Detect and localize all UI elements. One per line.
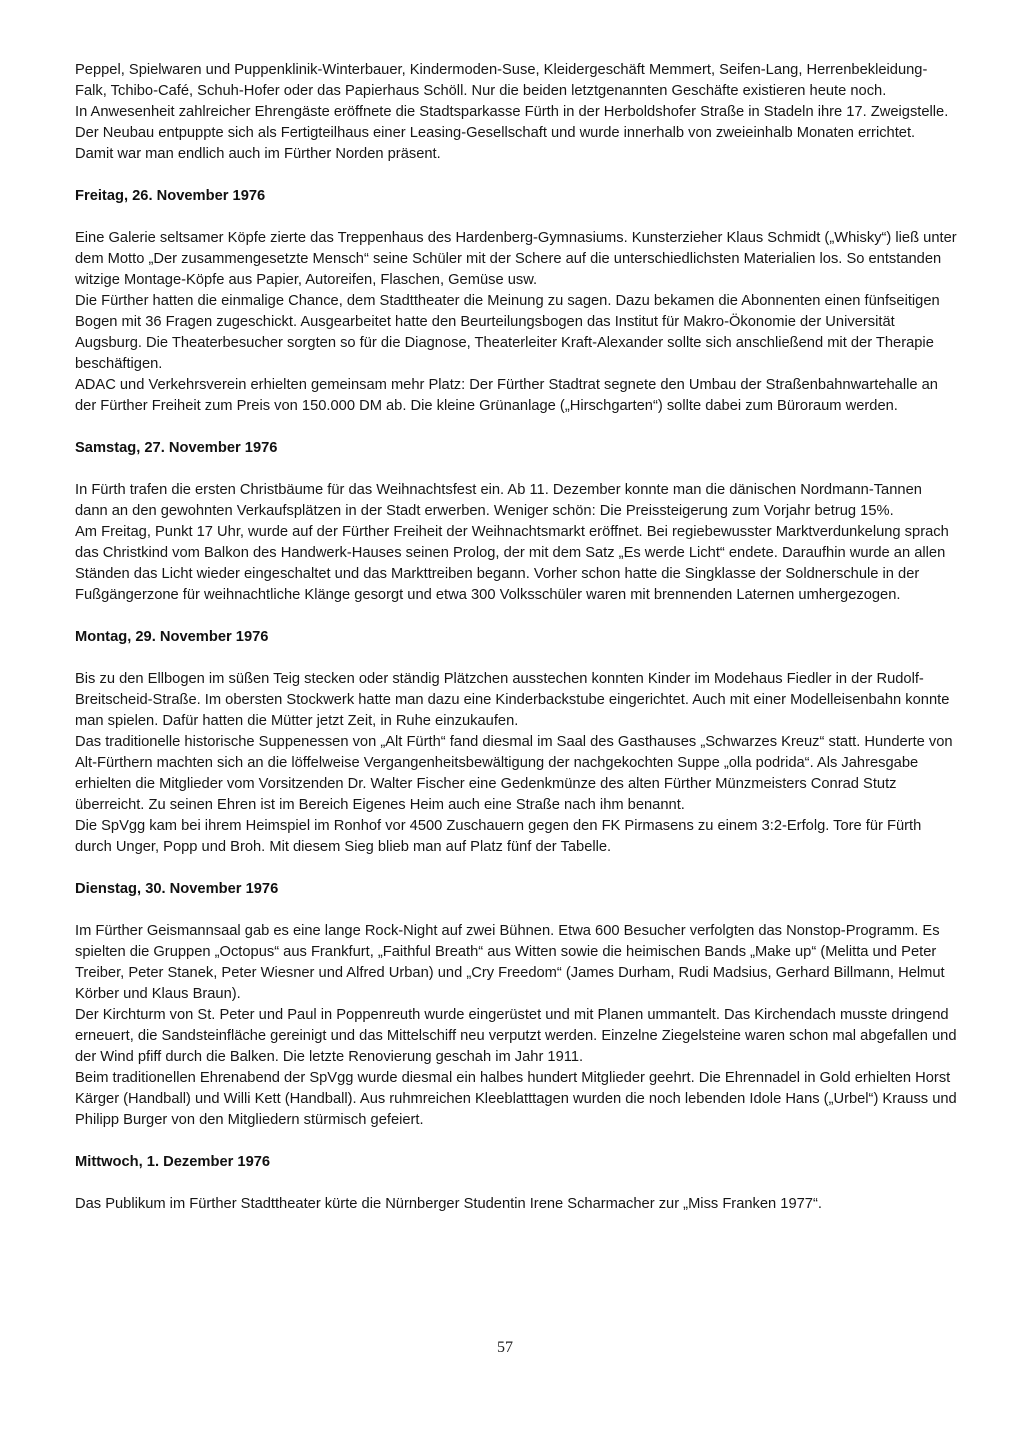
paragraph: Der Kirchturm von St. Peter und Paul in Poppenreuth wurde eingerüstet und mit Planen ummantelt. Das Kirchendach musste dringend erneuert, die Sandsteinfläche gereinigt und das Mittelschiff neu verputzt werden. Einzelne Ziegelsteine waren schon mal abgefallen und der Wind pfiff durch die Balken. Die letzte Renovierung geschah im Jahr 1911.: [75, 1007, 957, 1065]
paragraph: Das Publikum im Fürther Stadttheater kürte die Nürnberger Studentin Irene Scharmacher zur „Miss Franken 1977“.: [75, 1196, 822, 1212]
section-intro: [75, 60, 957, 165]
section-samstag-27-november-1976: [75, 438, 957, 606]
paragraph: In Fürth trafen die ersten Christbäume für das Weihnachtsfest ein. Ab 11. Dezember konnte man die dänischen Nordmann-Tannen dann an den gewohnten Verkaufsplätzen in der Stadt erwerben. Weniger schön: Die Preissteigerung zum Vorjahr betrug 15%.: [75, 482, 922, 519]
paragraph: Die SpVgg kam bei ihrem Heimspiel im Ronhof vor 4500 Zuschauern gegen den FK Pirmasens zu einem 3:2-Erfolg. Tore für Fürth durch Unger, Popp und Broh. Mit diesem Sieg blieb man auf Platz fünf der Tabelle.: [75, 818, 922, 855]
document-text: [75, 60, 957, 1215]
section-heading: Samstag, 27. November 1976: [75, 440, 278, 456]
section-heading: Mittwoch, 1. Dezember 1976: [75, 1154, 271, 1170]
paragraph: Am Freitag, Punkt 17 Uhr, wurde auf der Fürther Freiheit der Weihnachtsmarkt eröffnet. Bei regiebewusster Marktverdunkelung sprach das Christkind vom Balkon des Handwerk-Hauses seinen Prolog, der mit dem Satz „Es werde Licht“ endete. Daraufhin wurde an allen Ständen das Licht wieder eingeschaltet und das Markttreiben begann. Vorher schon hatte die Singklasse der Soldnerschule in der Fußgängerzone für weihnachtliche Klänge gesorgt und etwa 300 Volksschüler waren mit brennenden Laternen umhergezogen.: [75, 524, 949, 603]
paragraph: In Anwesenheit zahlreicher Ehrengäste eröffnete die Stadtsparkasse Fürth in der Herboldshofer Straße in Stadeln ihre 17. Zweigstelle. Der Neubau entpuppte sich als Fertigteilhaus einer Leasing-Gesellschaft und wurde innerhalb von zweieinhalb Monaten errichtet. Damit war man endlich auch im Fürther Norden präsent.: [75, 104, 949, 162]
page-number: 57: [497, 1339, 513, 1356]
paragraph: Bis zu den Ellbogen im süßen Teig stecken oder ständig Plätzchen ausstechen konnten Kinder im Modehaus Fiedler in der Rudolf-Breitscheid-Straße. Im obersten Stockwerk hatte man dazu eine Kinderbackstube eingerichtet. Auch mit einer Modelleisenbahn konnte man spielen. Dafür hatten die Mütter jetzt Zeit, in Ruhe einzukaufen.: [75, 671, 950, 729]
section-freitag-26-november-1976: [75, 186, 957, 417]
paragraph: Beim traditionellen Ehrenabend der SpVgg wurde diesmal ein halbes hundert Mitglieder geehrt. Die Ehrennadel in Gold erhielten Horst Kärger (Handball) und Willi Kett (Handball). Aus ruhmreichen Kleeblatttagen wurden die noch lebenden Idole Hans („Urbel“) Krauss und Philipp Burger von den Mitgliedern stürmisch gefeiert.: [75, 1070, 957, 1128]
paragraph: ADAC und Verkehrsverein erhielten gemeinsam mehr Platz: Der Fürther Stadtrat segnete den Umbau der Straßenbahnwartehalle an der Fürther Freiheit zum Preis von 150.000 DM ab. Die kleine Grünanlage („Hirschgarten“) sollte dabei zum Büroraum werden.: [75, 377, 938, 414]
paragraph: Im Fürther Geismannsaal gab es eine lange Rock-Night auf zwei Bühnen. Etwa 600 Besucher verfolgten das Nonstop-Programm. Es spielten die Gruppen „Octopus“ aus Frankfurt, „Faithful Breath“ aus Witten sowie die heimischen Bands „Make up“ (Melitta und Peter Treiber, Peter Stanek, Peter Wiesner und Alfred Urban) und „Cry Freedom“ (James Durham, Rudi Madsius, Gerhard Billmann, Helmut Körber und Klaus Braun).: [75, 923, 945, 1002]
paragraph: Die Fürther hatten die einmalige Chance, dem Stadttheater die Meinung zu sagen. Dazu bekamen die Abonnenten einen fünfseitigen Bogen mit 36 Fragen zugeschickt. Ausgearbeitet hatte den Beurteilungsbogen das Institut für Makro-Ökonomie der Universität Augsburg. Die Theaterbesucher sorgten so für die Diagnose, Theaterleiter Kraft-Alexander sollte sich anschließend mit der Therapie beschäftigen.: [75, 293, 940, 372]
section-montag-29-november-1976: [75, 627, 957, 858]
paragraph: Peppel, Spielwaren und Puppenklinik-Winterbauer, Kindermoden-Suse, Kleidergeschäft Memmert, Seifen-Lang, Herrenbekleidung-Falk, Tchibo-Café, Schuh-Hofer oder das Papierhaus Schöll. Nur die beiden letztgenannten Geschäfte existieren heute noch.: [75, 62, 928, 99]
section-mittwoch-1-dezember-1976: [75, 1152, 957, 1215]
section-heading: Freitag, 26. November 1976: [75, 188, 266, 204]
section-heading: Montag, 29. November 1976: [75, 629, 269, 645]
section-dienstag-30-november-1976: [75, 879, 957, 1131]
section-heading: Dienstag, 30. November 1976: [75, 881, 279, 897]
paragraph: Das traditionelle historische Suppenessen von „Alt Fürth“ fand diesmal im Saal des Gasthauses „Schwarzes Kreuz“ statt. Hunderte von Alt-Fürthern machten sich an die löffelweise Vergangenheitsbewältigung der nachgekochten Suppe „olla podrida“. Als Jahresgabe erhielten die Mitglieder vom Vorsitzenden Dr. Walter Fischer eine Gedenkmünze des alten Fürther Münzmeisters Conrad Stutz überreicht. Zu seinen Ehren ist im Bereich Eigenes Heim auch eine Straße nach ihm benannt.: [75, 734, 953, 813]
paragraph: Eine Galerie seltsamer Köpfe zierte das Treppenhaus des Hardenberg-Gymnasiums. Kunsterzieher Klaus Schmidt („Whisky“) ließ unter dem Motto „Der zusammengesetzte Mensch“ seine Schüler mit der Schere auf die unterschiedlichsten Materialien los. So entstanden witzige Montage-Köpfe aus Papier, Autoreifen, Flaschen, Gemüse usw.: [75, 230, 957, 288]
